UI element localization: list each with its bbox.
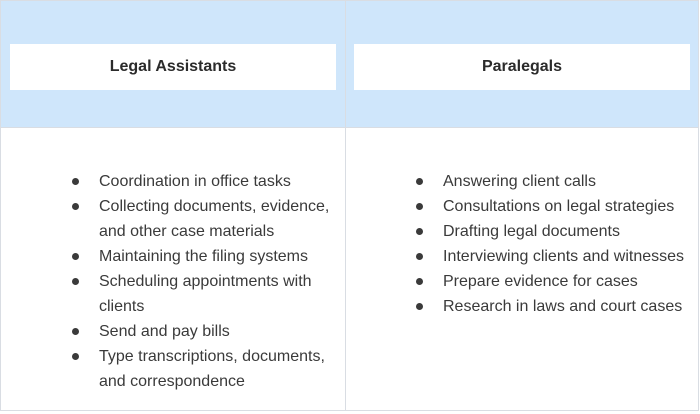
list-item (70, 244, 340, 269)
list-item-text: Coordination in office tasks (99, 173, 291, 190)
list-item-text: Research in laws and court cases (443, 298, 683, 315)
bullet-icon (416, 228, 423, 235)
bullet-icon (72, 328, 79, 335)
bullet-icon (416, 203, 423, 210)
list-item-text: Drafting legal documents (443, 223, 620, 240)
list-item-text: Interviewing clients and witnesses (443, 248, 685, 265)
list-item (414, 194, 699, 219)
list-item-text: Collecting documents, evidence, and other case materials (99, 198, 330, 240)
list-item-text: Scheduling appointments with clients (99, 273, 312, 315)
legal-assistants-duties-list (70, 169, 340, 394)
list-item (70, 344, 340, 394)
header-cell-paralegals (346, 1, 698, 128)
column-header-legal-assistants: Legal Assistants (10, 44, 336, 90)
list-item-text: Maintaining the filing systems (99, 248, 308, 265)
bullet-icon (72, 203, 79, 210)
body-cell-legal-assistants (1, 128, 346, 410)
bullet-icon (72, 278, 79, 285)
list-item (70, 194, 340, 244)
bullet-icon (416, 303, 423, 310)
list-item (414, 269, 699, 294)
bullet-icon (72, 178, 79, 185)
list-item-text: Answering client calls (443, 173, 596, 190)
list-item (414, 169, 699, 194)
list-item (414, 294, 699, 319)
list-item (70, 169, 340, 194)
list-item (414, 219, 699, 244)
list-item (414, 244, 699, 269)
bullet-icon (416, 278, 423, 285)
body-cell-paralegals (346, 128, 698, 410)
list-item-text: Prepare evidence for cases (443, 273, 638, 290)
bullet-icon (416, 253, 423, 260)
bullet-icon (72, 353, 79, 360)
list-item (70, 319, 340, 344)
list-item-text: Type transcriptions, documents, and correspondence (99, 348, 325, 390)
header-cell-legal-assistants (1, 1, 346, 128)
paralegals-duties-list (414, 169, 699, 319)
list-item (70, 269, 340, 319)
column-header-paralegals: Paralegals (354, 44, 690, 90)
bullet-icon (416, 178, 423, 185)
list-item-text: Send and pay bills (99, 323, 230, 340)
list-item-text: Consultations on legal strategies (443, 198, 675, 215)
bullet-icon (72, 253, 79, 260)
